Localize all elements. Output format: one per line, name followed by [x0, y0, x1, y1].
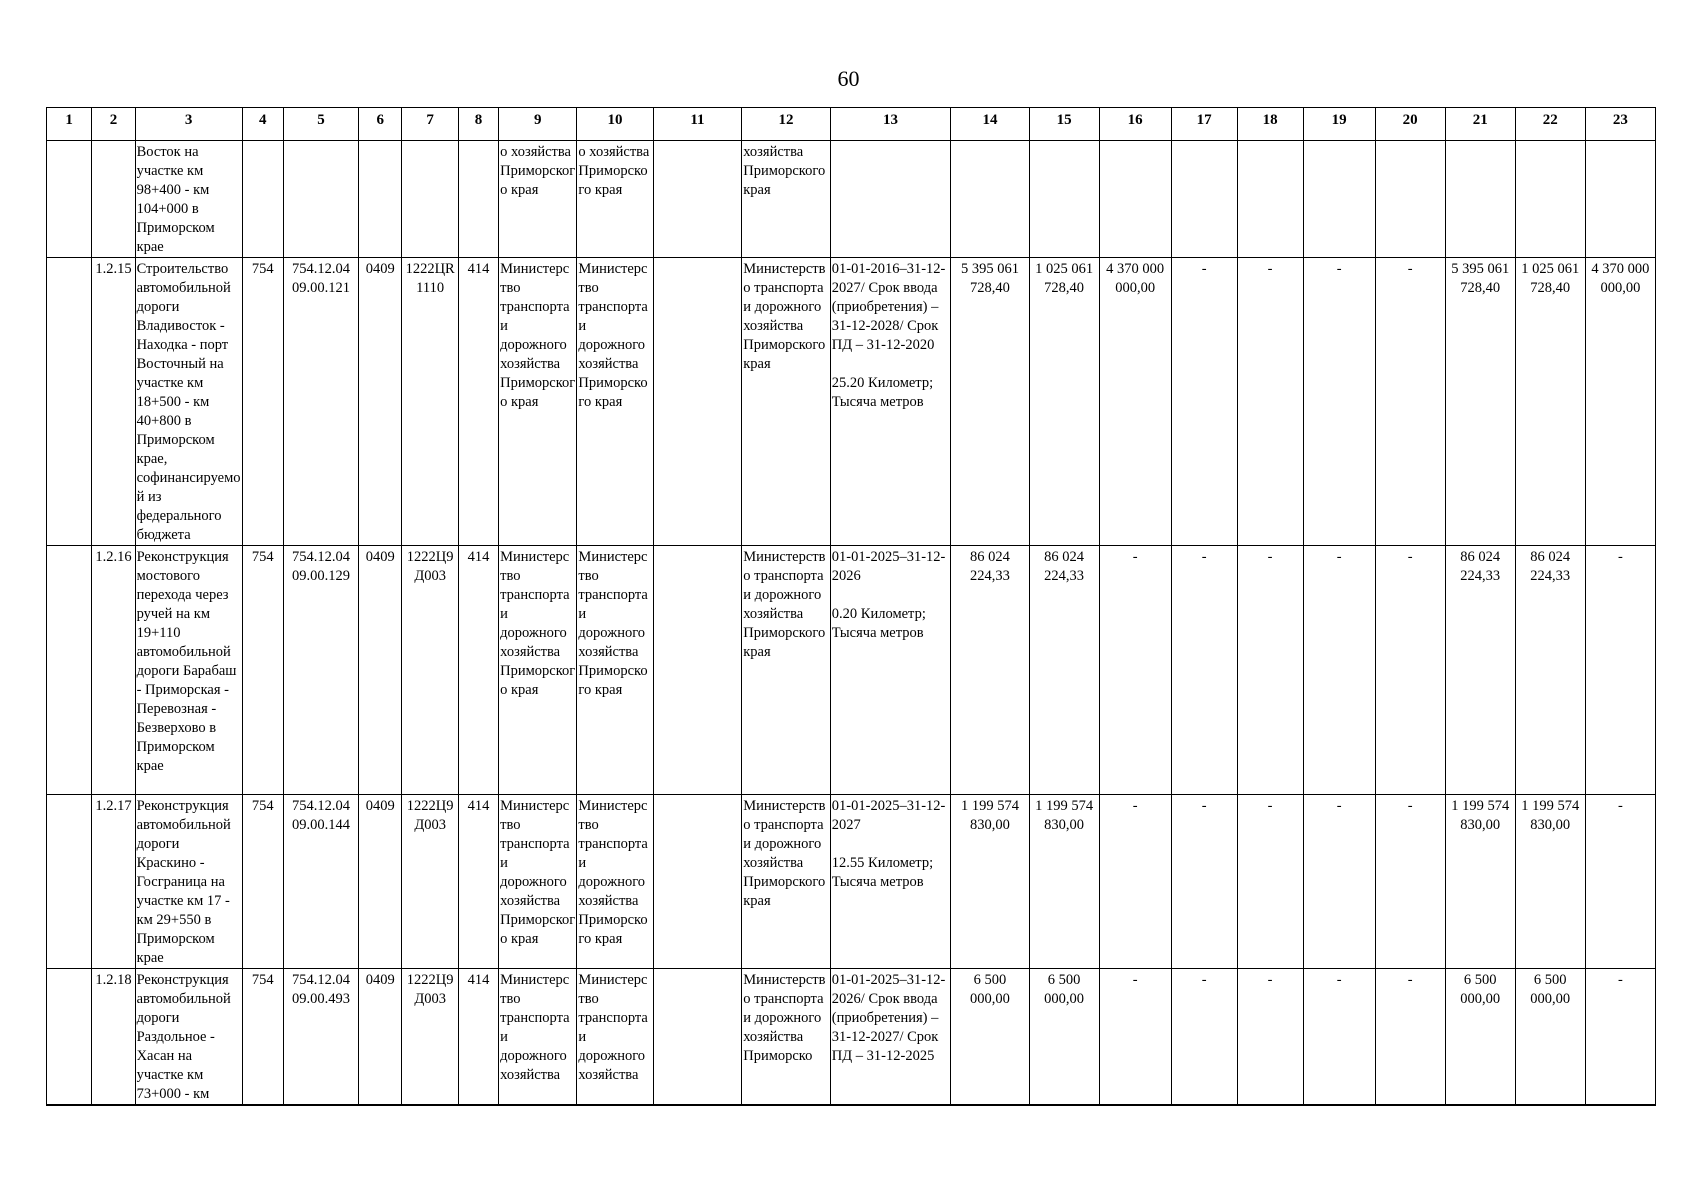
table-cell-col-22	[1515, 969, 1585, 1106]
cell-text: 0409	[365, 549, 395, 565]
cell-text: 1 025 061 728,40	[1035, 261, 1094, 296]
table-cell-col-18	[1237, 546, 1303, 795]
col-header: 5	[283, 108, 358, 141]
cell-text: -	[1617, 798, 1623, 814]
cell-text: Министерство транспорта и дорожного хозяйства Приморского края	[500, 798, 576, 947]
col-header: 12	[742, 108, 831, 141]
table-cell-col-21	[1445, 969, 1515, 1106]
table-cell-col-4	[242, 258, 283, 546]
table-cell-col-21	[1445, 546, 1515, 795]
table-cell-col-20	[1375, 795, 1445, 969]
col-header: 9	[499, 108, 577, 141]
header-row	[47, 108, 1656, 141]
budget-table	[46, 107, 1656, 1106]
table-cell-col-17	[1171, 969, 1237, 1106]
cell-text: 01-01-2025–31-12-2026 0.20 Километр; Тысяча метров	[831, 549, 946, 641]
table-cell-col-20	[1375, 141, 1445, 258]
cell-text: -	[1336, 261, 1342, 277]
cell-text: -	[1407, 549, 1413, 565]
cell-text: 1.2.15	[95, 261, 132, 277]
table-cell-col-23	[1585, 546, 1655, 795]
cell-text: 1 199 574 830,00	[1451, 798, 1510, 833]
col-header: 6	[359, 108, 402, 141]
table-cell-col-10	[577, 969, 653, 1106]
table-cell-col-4	[242, 969, 283, 1106]
cell-text: 754	[251, 549, 274, 565]
cell-text: 0409	[365, 261, 395, 277]
cell-text: 4 370 000 000,00	[1591, 261, 1650, 296]
cell-text: 1222Ц9 Д003	[406, 972, 454, 1007]
table-cell-col-1	[47, 546, 92, 795]
table-cell-col-18	[1237, 141, 1303, 258]
cell-text: 01-01-2016–31-12-2027/ Срок ввода (приобретения) – 31-12-2028/ Срок ПД – 31-12-2020 25.20 Километр; Тысяча метров	[831, 261, 946, 410]
cell-text: 6 500 000,00	[1044, 972, 1085, 1007]
cell-text: 6 500 000,00	[970, 972, 1010, 1007]
cell-text: 1.2.18	[95, 972, 132, 988]
table-cell-col-6	[359, 141, 402, 258]
table-cell-col-11	[653, 795, 742, 969]
cell-text: 1 025 061 728,40	[1521, 261, 1580, 296]
table-cell-col-19	[1303, 546, 1375, 795]
table-cell-col-15	[1029, 141, 1099, 258]
table-cell-col-6	[359, 969, 402, 1106]
col-header: 17	[1171, 108, 1237, 141]
cell-text: -	[1201, 549, 1207, 565]
cell-text: Строительство автомобильной дороги Владивосток - Находка - порт Восточный на участке км 18+500 - км 40+800 в Приморском крае, софинансируемой из федерального бюджета	[136, 261, 241, 543]
table-cell-col-5	[283, 969, 358, 1106]
col-header: 11	[653, 108, 742, 141]
table-cell-col-13	[830, 546, 951, 795]
cell-text: 1222Ц9 Д003	[406, 549, 454, 584]
table-cell-col-2	[92, 546, 135, 795]
cell-text: Министерство транспорта и дорожного хозяйства Приморского края	[500, 549, 576, 698]
table-cell-col-10	[577, 795, 653, 969]
table-cell-col-16	[1099, 795, 1171, 969]
table-cell-col-8	[458, 141, 498, 258]
table-cell-col-11	[653, 546, 742, 795]
cell-text: -	[1267, 549, 1273, 565]
table-cell-col-6	[359, 546, 402, 795]
table-cell-col-4	[242, 141, 283, 258]
table-cell-col-5	[283, 141, 358, 258]
table-cell-col-19	[1303, 969, 1375, 1106]
cell-text: 754	[251, 798, 274, 814]
col-header: 19	[1303, 108, 1375, 141]
cell-text: -	[1267, 798, 1273, 814]
cell-text: 754.12.04 09.00.493	[291, 972, 350, 1007]
cell-text: Министерство транспорта и дорожного хозяйства Приморского края	[578, 261, 648, 410]
table-cell-col-2	[92, 969, 135, 1106]
col-header: 21	[1445, 108, 1515, 141]
table-cell-col-16	[1099, 141, 1171, 258]
cell-text: 01-01-2025–31-12-2026/ Срок ввода (приобретения) – 31-12-2027/ Срок ПД – 31-12-2025	[831, 972, 946, 1064]
cell-text: Восток на участке км 98+400 - км 104+000 в Приморском крае	[136, 144, 215, 255]
table-cell-col-5	[283, 546, 358, 795]
cell-text: Министерство транспорта и дорожного хозяйства Приморского края	[743, 261, 826, 372]
table-cell-col-16	[1099, 258, 1171, 546]
table-cell-col-20	[1375, 546, 1445, 795]
table-cell-col-20	[1375, 969, 1445, 1106]
table-cell-col-20	[1375, 258, 1445, 546]
cell-text: Реконструкция мостового перехода через ручей на км 19+110 автомобильной дороги Барабаш - Приморская - Перевозная - Безверхово в Приморском крае	[136, 549, 237, 774]
table-cell-col-3	[135, 969, 242, 1106]
col-header: 4	[242, 108, 283, 141]
table-cell-col-18	[1237, 258, 1303, 546]
table-cell-col-17	[1171, 795, 1237, 969]
col-header: 20	[1375, 108, 1445, 141]
table-cell-col-11	[653, 141, 742, 258]
table-row	[47, 795, 1656, 969]
table-cell-col-12	[742, 969, 831, 1106]
table-cell-col-21	[1445, 795, 1515, 969]
table-cell-col-15	[1029, 546, 1099, 795]
table-cell-col-22	[1515, 258, 1585, 546]
table-cell-col-14	[951, 969, 1029, 1106]
cell-text: -	[1336, 798, 1342, 814]
table-cell-col-17	[1171, 546, 1237, 795]
cell-text: -	[1201, 972, 1207, 988]
col-header: 7	[402, 108, 459, 141]
table-cell-col-1	[47, 969, 92, 1106]
cell-text: 754	[251, 972, 274, 988]
cell-text: 6 500 000,00	[1530, 972, 1571, 1007]
cell-text: 5 395 061 728,40	[960, 261, 1019, 296]
cell-text: Министерство транспорта и дорожного хозяйства Приморско	[743, 972, 826, 1064]
table-cell-col-9	[499, 141, 577, 258]
cell-text: хозяйства Приморского края	[743, 144, 826, 198]
cell-text: -	[1267, 261, 1273, 277]
col-header: 13	[830, 108, 951, 141]
table-cell-col-19	[1303, 141, 1375, 258]
table-cell-col-3	[135, 795, 242, 969]
table-cell-col-4	[242, 546, 283, 795]
table-cell-col-7	[402, 969, 459, 1106]
cell-text: 1222Ц9 Д003	[406, 798, 454, 833]
cell-text: -	[1132, 549, 1138, 565]
cell-text: 1 199 574 830,00	[960, 798, 1019, 833]
table-cell-col-8	[458, 546, 498, 795]
table-cell-col-2	[92, 258, 135, 546]
table-cell-col-13	[830, 795, 951, 969]
cell-text: о хозяйства Приморского края	[578, 144, 650, 198]
cell-text: Министерство транспорта и дорожного хозяйства Приморского края	[743, 798, 826, 909]
cell-text: 86 024 224,33	[970, 549, 1010, 584]
cell-text: 86 024 224,33	[1460, 549, 1501, 584]
table-cell-col-7	[402, 546, 459, 795]
col-header: 23	[1585, 108, 1655, 141]
table-cell-col-23	[1585, 795, 1655, 969]
table-cell-col-9	[499, 969, 577, 1106]
table-cell-col-19	[1303, 258, 1375, 546]
table-cell-col-8	[458, 969, 498, 1106]
table-cell-col-15	[1029, 258, 1099, 546]
table-cell-col-16	[1099, 546, 1171, 795]
table-cell-col-10	[577, 258, 653, 546]
col-header: 8	[458, 108, 498, 141]
table-cell-col-1	[47, 141, 92, 258]
cell-text: 414	[467, 798, 490, 814]
col-header: 18	[1237, 108, 1303, 141]
table-cell-col-18	[1237, 969, 1303, 1106]
cell-text: Реконструкция автомобильной дороги Раздольное - Хасан на участке км 73+000 - км	[136, 972, 231, 1102]
table-cell-col-6	[359, 258, 402, 546]
table-cell-col-1	[47, 258, 92, 546]
page-number: 60	[837, 66, 860, 91]
table-cell-col-21	[1445, 141, 1515, 258]
table-row	[47, 258, 1656, 546]
cell-text: -	[1407, 798, 1413, 814]
cell-text: -	[1407, 972, 1413, 988]
table-cell-col-23	[1585, 141, 1655, 258]
cell-text: 5 395 061 728,40	[1451, 261, 1510, 296]
table-cell-col-12	[742, 141, 831, 258]
col-header: 10	[577, 108, 653, 141]
cell-text: 754	[251, 261, 274, 277]
table-cell-col-4	[242, 795, 283, 969]
cell-text: Министерство транспорта и дорожного хозяйства	[578, 972, 648, 1083]
cell-text: 0409	[365, 798, 395, 814]
cell-text: 1.2.17	[95, 798, 132, 814]
table-cell-col-10	[577, 546, 653, 795]
table-row	[47, 969, 1656, 1106]
table-cell-col-22	[1515, 795, 1585, 969]
table-cell-col-14	[951, 141, 1029, 258]
table-cell-col-3	[135, 546, 242, 795]
cell-text: 754.12.04 09.00.121	[291, 261, 350, 296]
table-cell-col-16	[1099, 969, 1171, 1106]
col-header: 15	[1029, 108, 1099, 141]
table-cell-col-5	[283, 258, 358, 546]
col-header: 16	[1099, 108, 1171, 141]
table-row	[47, 546, 1656, 795]
cell-text: 4 370 000 000,00	[1106, 261, 1165, 296]
table-cell-col-13	[830, 258, 951, 546]
table-cell-col-8	[458, 258, 498, 546]
cell-text: Министерство транспорта и дорожного хозяйства Приморского края	[578, 549, 648, 698]
table-cell-col-7	[402, 795, 459, 969]
table-cell-col-7	[402, 141, 459, 258]
table-cell-col-23	[1585, 258, 1655, 546]
table-cell-col-18	[1237, 795, 1303, 969]
cell-text: 86 024 224,33	[1044, 549, 1085, 584]
table-cell-col-11	[653, 258, 742, 546]
cell-text: 1 199 574 830,00	[1521, 798, 1580, 833]
cell-text: 6 500 000,00	[1460, 972, 1501, 1007]
table-cell-col-9	[499, 546, 577, 795]
cell-text: Министерство транспорта и дорожного хозяйства Приморского края	[500, 261, 576, 410]
cell-text: -	[1407, 261, 1413, 277]
table-cell-col-2	[92, 795, 135, 969]
col-header: 2	[92, 108, 135, 141]
cell-text: Министерство транспорта и дорожного хозяйства Приморского края	[743, 549, 826, 660]
table-cell-col-17	[1171, 141, 1237, 258]
col-header: 14	[951, 108, 1029, 141]
table-cell-col-8	[458, 795, 498, 969]
table-cell-col-6	[359, 795, 402, 969]
col-header: 1	[47, 108, 92, 141]
table-cell-col-2	[92, 141, 135, 258]
cell-text: 1222ЦR 1110	[405, 261, 455, 296]
cell-text: 754.12.04 09.00.144	[291, 798, 350, 833]
table-cell-col-19	[1303, 795, 1375, 969]
cell-text: 86 024 224,33	[1530, 549, 1571, 584]
table-cell-col-17	[1171, 258, 1237, 546]
cell-text: Реконструкция автомобильной дороги Краскино - Госграница на участке км 17 - км 29+550 в Приморском крае	[136, 798, 231, 966]
cell-text: 414	[467, 972, 490, 988]
table-cell-col-13	[830, 969, 951, 1106]
table-cell-col-11	[653, 969, 742, 1106]
cell-text: 01-01-2025–31-12-2027 12.55 Километр; Тысяча метров	[831, 798, 946, 890]
cell-text: 414	[467, 261, 490, 277]
table-cell-col-12	[742, 258, 831, 546]
table-cell-col-13	[830, 141, 951, 258]
table-cell-col-15	[1029, 795, 1099, 969]
table-cell-col-12	[742, 546, 831, 795]
table-cell-col-14	[951, 795, 1029, 969]
table-cell-col-3	[135, 141, 242, 258]
cell-text: Министерство транспорта и дорожного хозяйства Приморского края	[578, 798, 648, 947]
cell-text: 0409	[365, 972, 395, 988]
table-cell-col-9	[499, 795, 577, 969]
table-cell-col-15	[1029, 969, 1099, 1106]
table-cell-col-3	[135, 258, 242, 546]
cell-text: -	[1132, 798, 1138, 814]
cell-text: -	[1201, 798, 1207, 814]
cell-text: 754.12.04 09.00.129	[291, 549, 350, 584]
table-cell-col-1	[47, 795, 92, 969]
table-cell-col-10	[577, 141, 653, 258]
cell-text: -	[1336, 549, 1342, 565]
cell-text: 1 199 574 830,00	[1035, 798, 1094, 833]
cell-text: -	[1617, 972, 1623, 988]
table-cell-col-14	[951, 546, 1029, 795]
cell-text: -	[1132, 972, 1138, 988]
table-cell-col-23	[1585, 969, 1655, 1106]
cell-text: -	[1201, 261, 1207, 277]
table-row	[47, 141, 1656, 258]
cell-text: -	[1336, 972, 1342, 988]
col-header: 22	[1515, 108, 1585, 141]
table-cell-col-21	[1445, 258, 1515, 546]
cell-text: 414	[467, 549, 490, 565]
table-cell-col-22	[1515, 546, 1585, 795]
cell-text: 1.2.16	[95, 549, 132, 565]
table-cell-col-5	[283, 795, 358, 969]
cell-text: -	[1267, 972, 1273, 988]
cell-text: -	[1617, 549, 1623, 565]
table-cell-col-22	[1515, 141, 1585, 258]
col-header: 3	[135, 108, 242, 141]
cell-text: о хозяйства Приморского края	[500, 144, 576, 198]
table-cell-col-9	[499, 258, 577, 546]
table-cell-col-12	[742, 795, 831, 969]
table-cell-col-7	[402, 258, 459, 546]
cell-text: Министерство транспорта и дорожного хозяйства	[500, 972, 570, 1083]
table-cell-col-14	[951, 258, 1029, 546]
